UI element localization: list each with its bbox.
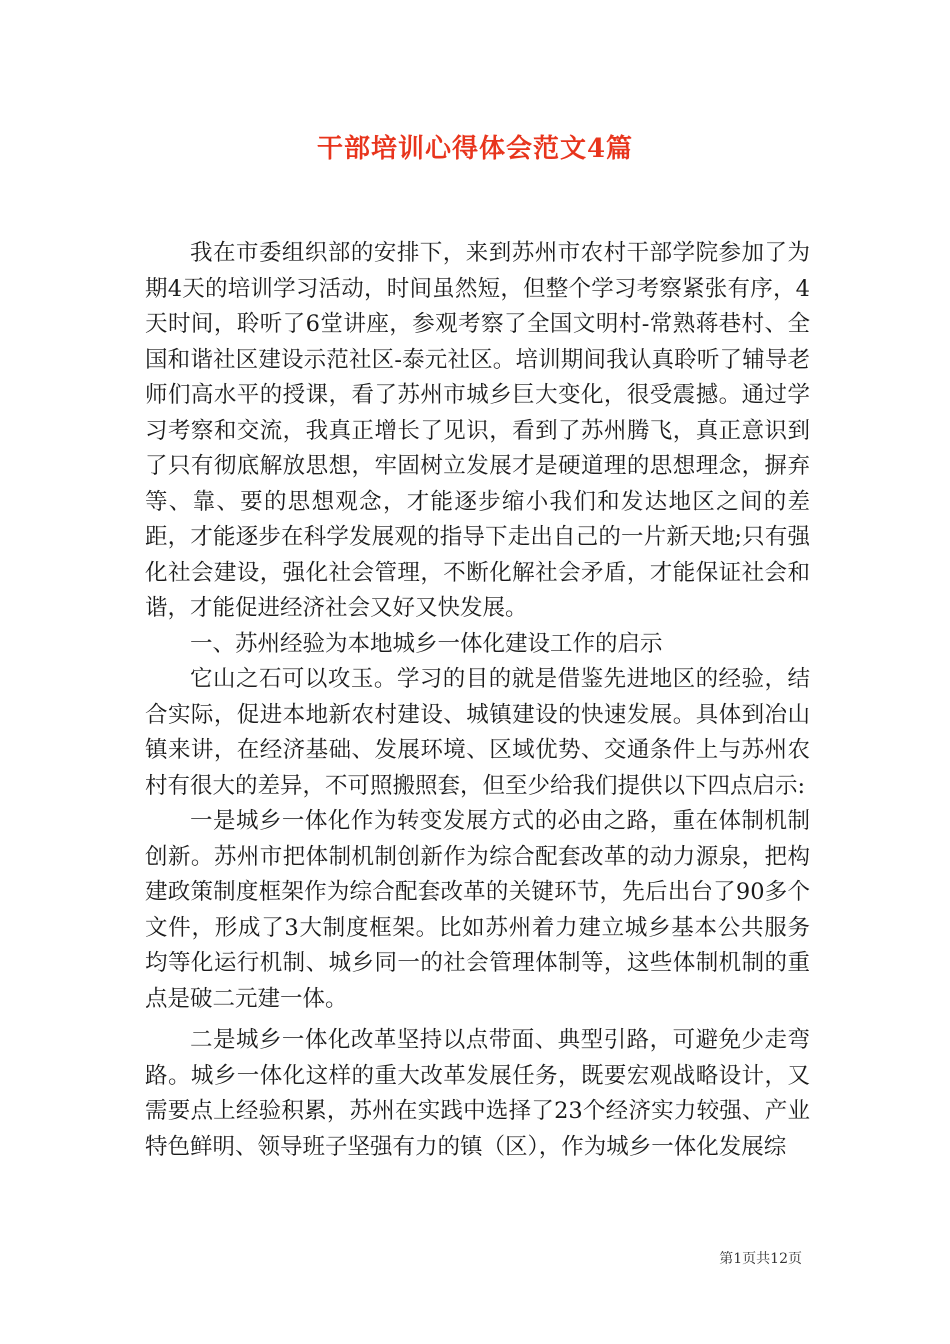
section-heading-1: 一、苏州经验为本地城乡一体化建设工作的启示 <box>190 630 663 657</box>
document-title: 干部培训心得体会范文4篇 <box>316 134 634 164</box>
paragraph-intro: 我在市委组织部的安排下，来到苏州市农村干部学院参加了为期4天的培训学习活动，时间虽然短，但整个学习考察紧张有序，4天时间，聆听了6堂讲座，参观考察了全国文明村-常熟蒋巷村、全国和谐社区建设示范社区-泰元社区。培训期间我认真聆听了辅导老师们高水平的授课，看了苏州市城乡巨大变化，很受震撼。通过学习考察和交流，我真正增长了见识，看到了苏州腾飞，真正意识到了只有彻底解放思想，牢固树立发展才是硬道理的思想理念，摒弃等、靠、要的思想观念，才能逐步缩小我们和发达地区之间的差距，才能逐步在科学发展观的指导下走出自己的一片新天地;只有强化社会建设，强化社会管理，不断化解社会矛盾，才能保证社会和谐，才能促进经济社会又好又快发展。 <box>145 240 810 621</box>
paragraph-point-1: 一是城乡一体化作为转变发展方式的必由之路，重在体制机制创新。苏州市把体制机制创新作为综合配套改革的动力源泉，把构建政策制度框架作为综合配套改革的关键环节，先后出台了90多个文件，形成了3大制度框架。比如苏州着力建立城乡基本公共服务均等化运行机制、城乡同一的社会管理体制等，这些体制机制的重点是破二元建一体。 <box>145 808 810 1012</box>
document-body <box>145 236 810 1165</box>
page-number: 第1页共12页 <box>719 1251 802 1267</box>
paragraph-lesson-intro: 它山之石可以攻玉。学习的目的就是借鉴先进地区的经验，结合实际，促进本地新农村建设、城镇建设的快速发展。具体到冶山镇来讲，在经济基础、发展环境、区域优势、交通条件上与苏州农村有很大的差异，不可照搬照套，但至少给我们提供以下四点启示: <box>145 666 810 799</box>
paragraph-point-2: 二是城乡一体化改革坚持以点带面、典型引路，可避免少走弯路。城乡一体化这样的重大改革发展任务，既要宏观战略设计，又需要点上经验积累，苏州在实践中选择了23个经济实力较强、产业特色鲜明、领导班子坚强有力的镇（区），作为城乡一体化发展综 <box>145 1027 810 1160</box>
